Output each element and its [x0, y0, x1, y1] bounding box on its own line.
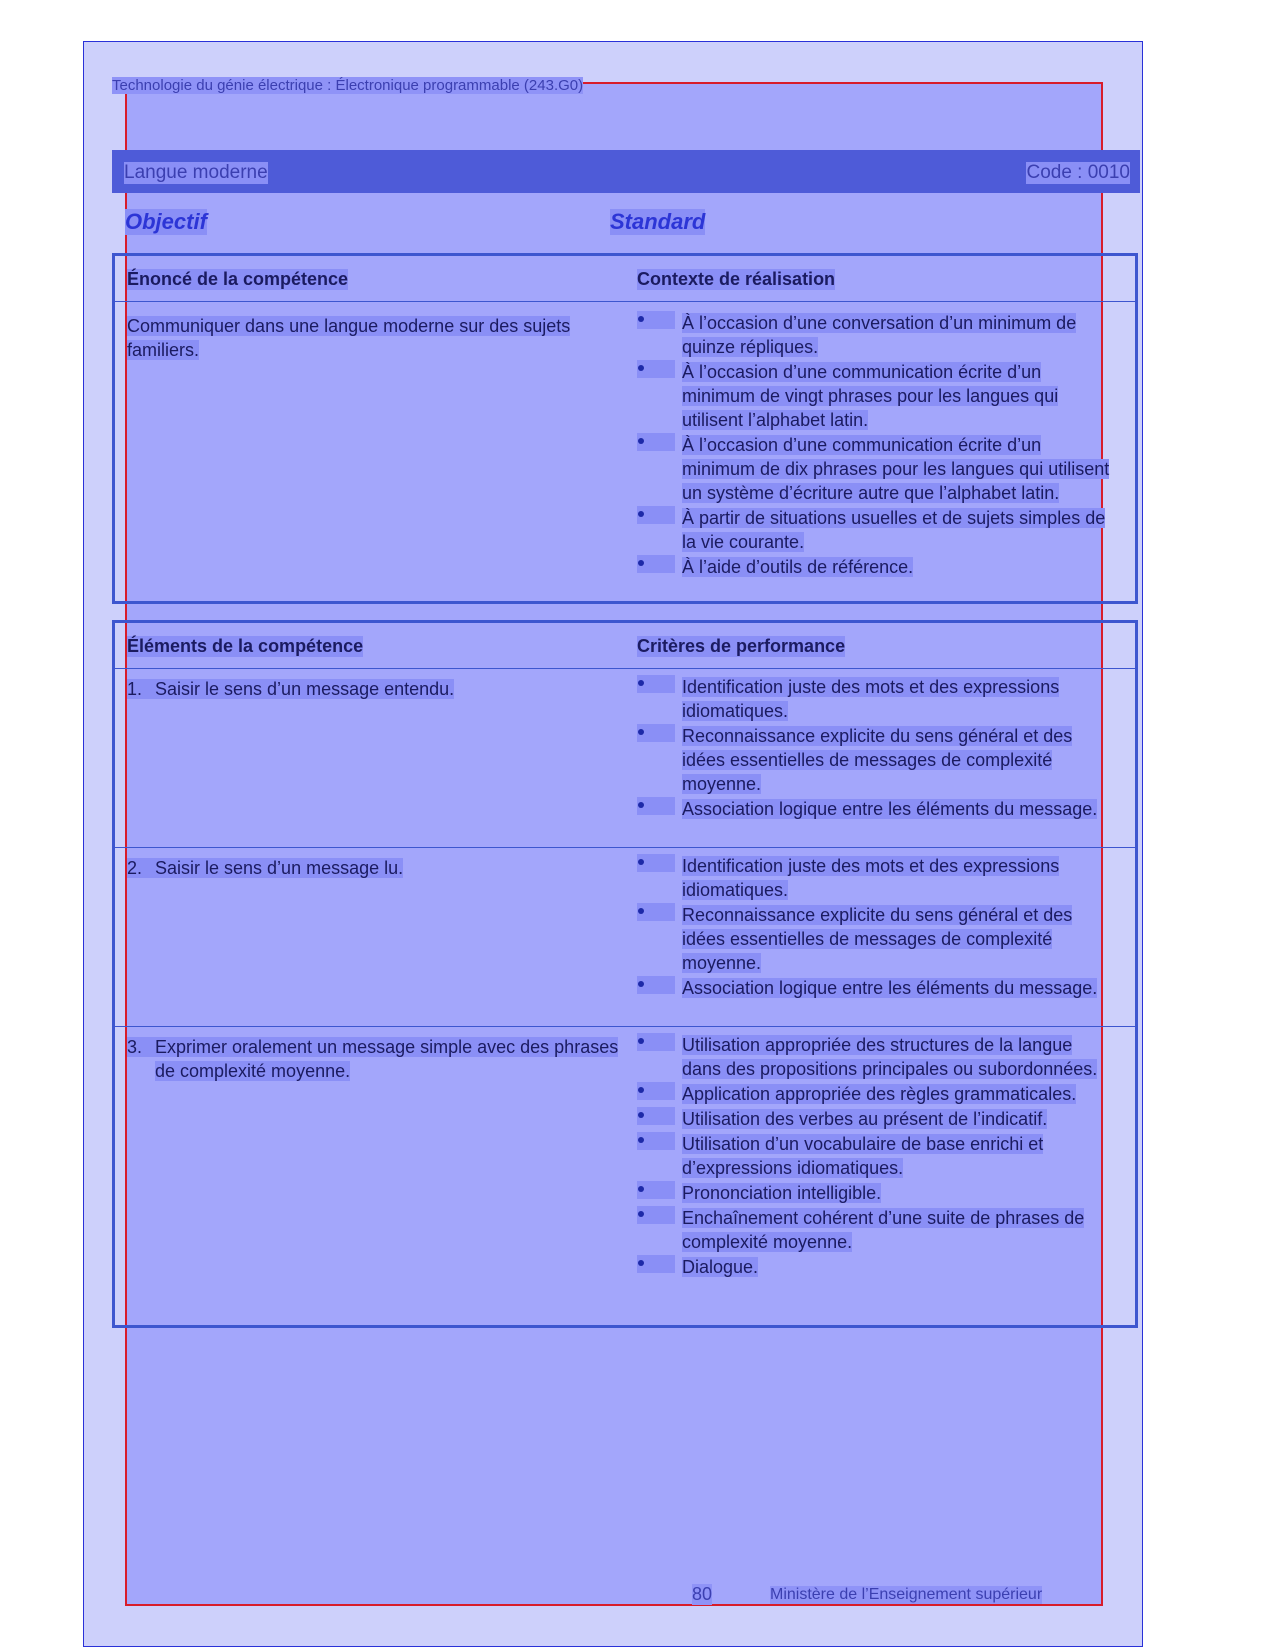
- standard-heading: Standard: [610, 209, 706, 234]
- bullet-icon: [637, 976, 675, 994]
- subheads: [125, 209, 1125, 239]
- bullet-icon: [637, 854, 675, 872]
- list-item: Association logique entre les éléments du message.: [637, 797, 1115, 821]
- list-item: Identification juste des mots et des expressions idiomatiques.: [637, 675, 1115, 723]
- bullet-icon: [637, 555, 675, 573]
- box1-head-right: Contexte de réalisation: [637, 269, 836, 289]
- competence-text: Communiquer dans une langue moderne sur des sujets familiers.: [127, 316, 571, 360]
- criteria-list: [637, 854, 1115, 1001]
- page-number: 80: [692, 1584, 713, 1604]
- box2-head-left: Éléments de la compétence: [127, 636, 364, 656]
- box2-header: [115, 623, 1135, 669]
- competence-box: [112, 253, 1138, 604]
- list-item: Reconnaissance explicite du sens général et des idées essentielles de messages de complexité moyenne.: [637, 724, 1115, 796]
- bullet-icon: [637, 360, 675, 378]
- bullet-icon: [637, 724, 675, 742]
- context-list: [637, 311, 1115, 580]
- bullet-icon: [637, 1206, 675, 1224]
- bullet-icon: [637, 311, 675, 329]
- bullet-icon: [637, 433, 675, 451]
- list-item: Utilisation d’un vocabulaire de base enrichi et d’expressions idiomatiques.: [637, 1132, 1115, 1180]
- bullet-icon: [637, 506, 675, 524]
- list-item: Dialogue.: [637, 1255, 1115, 1279]
- list-item: À l’aide d’outils de référence.: [637, 555, 1115, 579]
- elements-box: [112, 620, 1138, 1328]
- bullet-icon: [637, 1107, 675, 1125]
- element-text: 2. Saisir le sens d’un message lu.: [127, 858, 404, 878]
- table-row: [115, 669, 1135, 847]
- running-header: Technologie du génie électrique : Électronique programmable (243.G0): [112, 77, 584, 94]
- bullet-icon: [637, 797, 675, 815]
- box1-head-left: Énoncé de la compétence: [127, 269, 349, 289]
- title-code: Code : 0010: [1026, 162, 1130, 183]
- list-item: À partir de situations usuelles et de sujets simples de la vie courante.: [637, 506, 1115, 554]
- list-item: Application appropriée des règles grammaticales.: [637, 1082, 1115, 1106]
- footer-ministry: Ministère de l’Enseignement supérieur: [770, 1586, 1043, 1603]
- criteria-list: [637, 1033, 1115, 1280]
- list-item: Association logique entre les éléments du message.: [637, 976, 1115, 1000]
- table-row: [115, 847, 1135, 1026]
- objective-heading: Objectif: [125, 209, 207, 234]
- bullet-icon: [637, 903, 675, 921]
- list-item: Utilisation des verbes au présent de l’indicatif.: [637, 1107, 1115, 1131]
- bullet-icon: [637, 1132, 675, 1150]
- bullet-icon: [637, 1255, 675, 1273]
- bullet-icon: [637, 1082, 675, 1100]
- bullet-icon: [637, 1181, 675, 1199]
- list-item: À l’occasion d’une communication écrite d’un minimum de dix phrases pour les langues qui utilisent un système d’écriture autre que l’alphabet latin.: [637, 433, 1115, 505]
- competence-statement: [127, 314, 627, 362]
- list-item: Prononciation intelligible.: [637, 1181, 1115, 1205]
- title-left: Langue moderne: [124, 162, 268, 183]
- list-item: À l’occasion d’une conversation d’un minimum de quinze répliques.: [637, 311, 1115, 359]
- list-item: À l’occasion d’une communication écrite d’un minimum de vingt phrases pour les langues qui utilisent l’alphabet latin.: [637, 360, 1115, 432]
- title-bar: [112, 150, 1140, 193]
- element-text: 1. Saisir le sens d’un message entendu.: [127, 679, 455, 699]
- list-item: Utilisation appropriée des structures de la langue dans des propositions principales ou subordonnées.: [637, 1033, 1115, 1081]
- box1-header: [115, 256, 1135, 302]
- bullet-icon: [637, 1033, 675, 1051]
- box2-head-right: Critères de performance: [637, 636, 846, 656]
- list-item: Identification juste des mots et des expressions idiomatiques.: [637, 854, 1115, 902]
- list-item: Reconnaissance explicite du sens général et des idées essentielles de messages de complexité moyenne.: [637, 903, 1115, 975]
- table-row: [115, 1026, 1135, 1327]
- bullet-icon: [637, 675, 675, 693]
- list-item: Enchaînement cohérent d’une suite de phrases de complexité moyenne.: [637, 1206, 1115, 1254]
- criteria-list: [637, 675, 1115, 822]
- element-text: 3. Exprimer oralement un message simple avec des phrases de complexité moyenne.: [127, 1037, 619, 1081]
